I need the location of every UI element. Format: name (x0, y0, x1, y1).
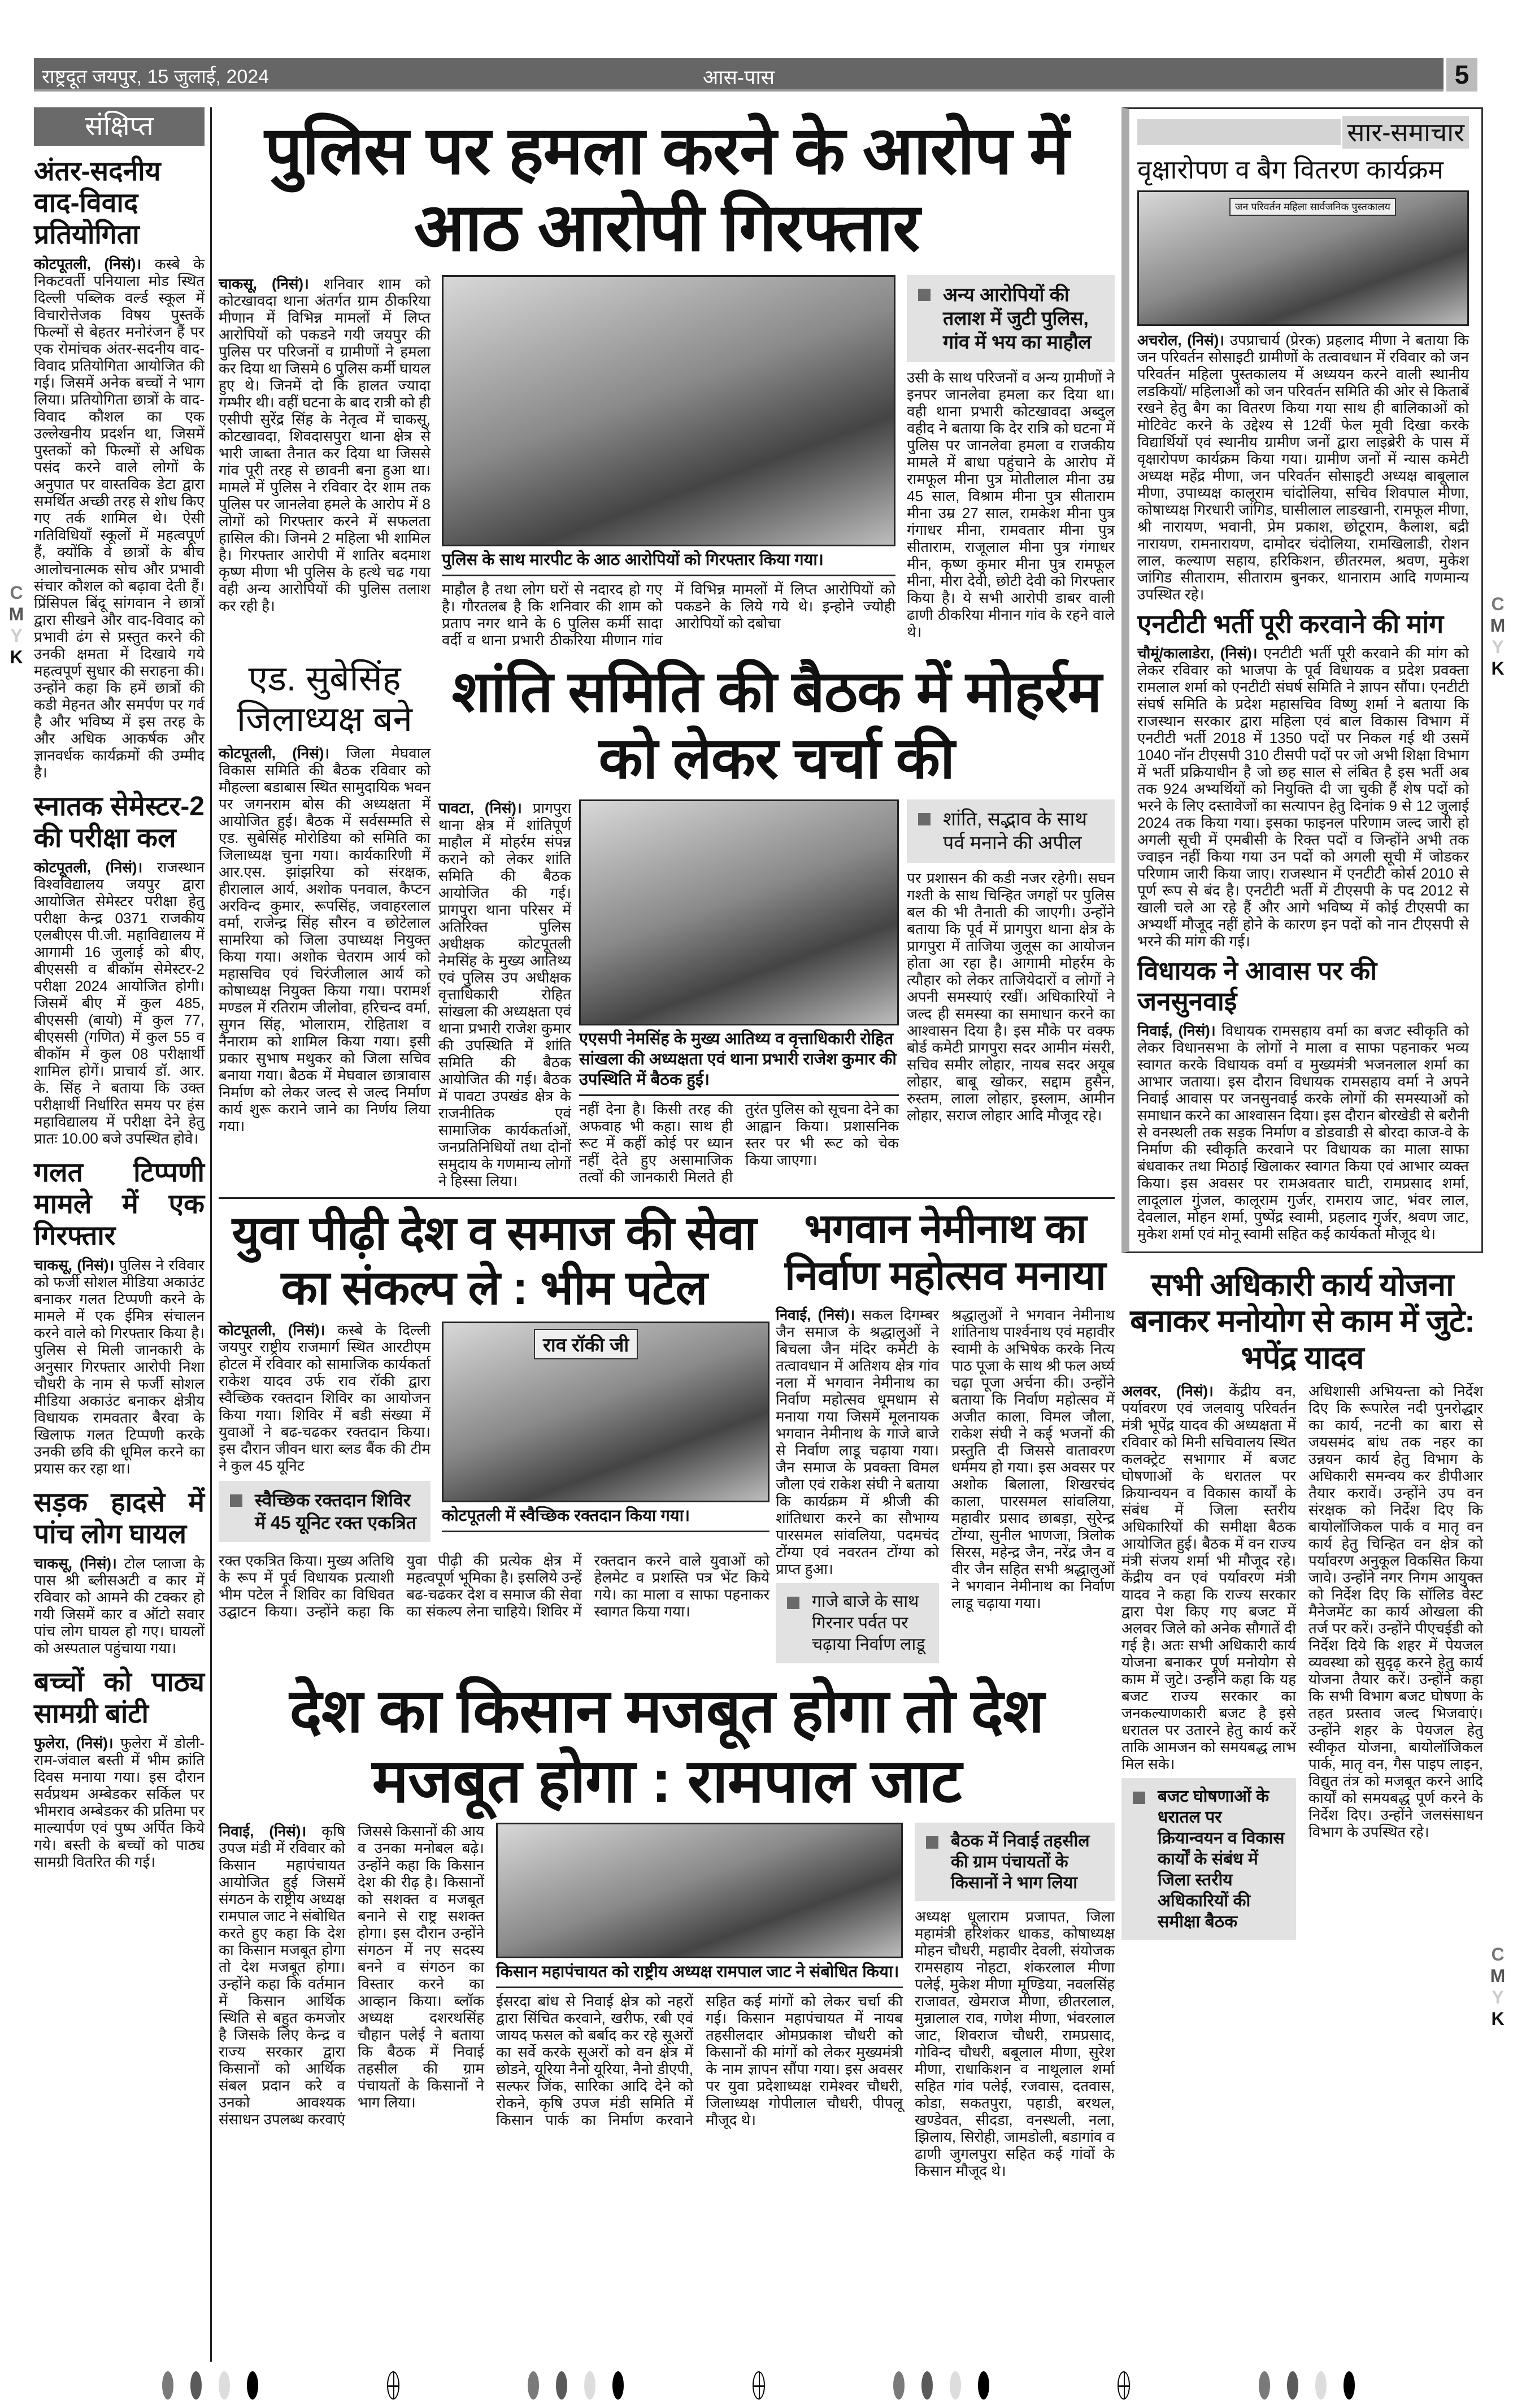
story4-caption: कोटपूतली में स्वैच्छिक रक्तदान किया गया। (442, 1502, 769, 1532)
ink-swatch (528, 2371, 539, 2400)
story4-highlight-box: स्वैच्छिक रक्तदान शिविर में 45 यूनिट रक्त एकत्रित (219, 1481, 431, 1542)
story4-headline: युवा पीढ़ी देश व समाज की सेवा का संकल्प ले : भीम पटेल (232, 1206, 756, 1314)
story3-highlight-box: शांति, सद्भाव के साथ पर्व मनाने की अपील (907, 799, 1115, 863)
ink-swatch (612, 2371, 624, 2400)
ink-swatch (950, 2371, 961, 2400)
page-number: 5 (1446, 58, 1477, 92)
photo-banner: जन परिवर्तन महिला सार्वजनिक पुस्तकालय (1229, 198, 1396, 216)
ink-swatch (978, 2371, 989, 2400)
right-column (1121, 107, 1483, 1940)
section-header (1137, 116, 1469, 149)
story1-headline: पुलिस पर हमला करने के आरोप में आठ आरोपी गिरफ्तार (264, 114, 1069, 265)
crosshair-mark (753, 2371, 765, 2400)
story6-caption: किसान महापंचायत को राष्ट्रीय अध्यक्ष रामपाल जाट ने संबोधित किया। (496, 1958, 903, 1988)
story5-box-text: श्रद्धालुओं ने भगवान नेमीनाथ शांतिनाथ पार्श्वनाथ एवं महावीर स्वामी के अभिषेक करके नित्य पाठ पूजा के साथ श्री फल अर्घ्य चढ़ा पूजा अर्चना की। उन्होंने बताया कि निर्वाण महोत्सव में अजीत काला, विमल जौला, राकेश संघी ने कई भजनों की प्रस्तुति दी जिससे वातावरण धर्ममय हो गया। इस अवसर पर अशोक बिलाला, शिखरचंद काला, पारसमल सांवलिया, महावीर प्रसाद छाबड़ा, सुरेन्द्र टोंग्या, सुनील भाणजा, त्रिलोक सिरस, महेन्द्र जैन, नरेंद्र जैन व वीर जैन सहित सभी श्रद्धालुओं ने भगवान नेमीनाथ का निर्वाण लाडू चढ़ाया गया। (951, 1306, 1115, 1611)
brief-heading: सड़क हादसे में पांच लोग घायल (34, 1488, 205, 1549)
story1-photo (442, 275, 895, 546)
right-text: चौमूं/कालाडेरा, (निसं)। एनटीटी भर्ती पूरी करवाने की मांग को लेकर रविवार को भाजपा के पूर्व विधायक व प्रदेश प्रवक्ता रामलाल शर्मा को एनटीटी संघर्ष समिति ने ज्ञापन सौंपा। एनटीटी संघर्ष समिति के प्रदेश महासचिव विष्णु शर्मा ने बताया कि राजस्थान सरकार द्वारा महिला एवं बाल विकास विभाग में एनटीटी भर्ती 2018 में 1350 पदों पर निकल गई थी उसमें 1040 नॉन टीएसपी 310 टीसपी पदों पर जो अभी शिक्षा विभाग में भर्ती प्रक्रियाधीन है जो छह साल से लंबित है इस भर्ती अब तक 924 अभ्यर्थियों को नियुक्ति दी जा चुकी हैं शेष पदों को भरने के लिए दस्तावेजों का सत्यापन हेतु दिनांक 9 से 12 जुलाई 2024 तक किया गया। इसका फाइनल परिणाम जल्द जारी हो अगली सूची में एमबीसी के रिक्त पदों व जिन्होंने अभी तक ज्वाइन नहीं किया गया उन पदों को अगली सूची में जोडकर परिणाम जारी किया जाए। राजस्थान में एनटीटी कोर्स 2010 से पूर्ण रूप से बंद है। एनटीटी भर्ती में टीएसपी के पद 2012 से खाली चले आ रहे हैं और आगे भविष्य में कोई टीएसपी का अभ्यर्थी मौजूद नहीं होने के कारण इन पदों को नान टीएसपी से भरने की मांग की गई। (1137, 645, 1469, 950)
brief-heading: गलत टिप्पणी मामले में एक गिरफ्तार (34, 1158, 205, 1251)
story5-highlight-box: गाजे बाजे के साथ गिरनार पर्वत पर चढ़ाया निर्वाण लाडू (776, 1583, 939, 1663)
section-divider (219, 1197, 1115, 1199)
ink-swatch (1315, 2371, 1327, 2400)
ink-swatch (247, 2371, 258, 2400)
right-text: निवाई, (निसं)। विधायक रामसहाय वर्मा का बजट स्वीकृति को लेकर विधानसभा के लोगों ने माला व साफा पहनाकर भव्य स्वागत करके विधायक वर्मा व मुख्यमंत्री भजनलाल शर्मा का आभार जताया। इस दौरान विधायक रामसहाय वर्मा ने अपने निवाई आवास पर जनसुनवाई करके लोगों की समस्याओं को समाधान करने का आश्वासन दिया। इस दौरान बोरखेडी से बरौनी से वनस्थली तक सड़क निर्माण व डोडवाडी से बोरदा काज-वे के निर्माण की स्वीकृति करवाने पर विधायक का माला साफा बंधवाकर तथा मिठाई खिलाकर स्वागत किया एवं आभार व्यक्त किया। इस अवसर पर रामअवतार घाटी, रामप्रसाद शर्मा, लादूलाल गुंजल, कालूराम गुर्जर, रामराय जाट, भंवर लाल, देवलाल, मोहन शर्मा, पुष्पेंद्र स्वामी, प्रहलाद गुर्जर, श्रवण जाट, मुकेश शर्मा एवं मोनू स्वामी सहित कई कार्यकर्ता मौजूद थे। (1137, 1022, 1469, 1242)
story1-caption: पुलिस के साथ मारपीट के आठ आरोपियों को गिरफ्तार किया गया। (442, 546, 895, 576)
story1-highlight-box: अन्य आरोपियों की तलाश में जुटी पुलिस, गांव में भय का माहौल (907, 275, 1115, 362)
story1-box-text: उसी के साथ परिजनों व अन्य ग्रामीणों ने इनपर जानलेवा हमला कर दिया था। वही थाना प्रभारी कोटखावदा अब्दुल वहीद ने बताया कि देर रात्रि को घटना में पुलिस पर जानलेवा हमला व राजकीय मामले में बाधा पहुंचाने के आरोप में रामफूल मीना पुत्र मोतीलाल मीना उम्र 45 साल, विश्राम मीना पुत्र सीताराम मीना उम्र 27 साल, रामकेश मीना पुत्र गंगाधर मीना, रामवतार मीना पुत्र सीताराम, राजूलाल मीना पुत्र गंगाधर मीन, कृष्ण कुमार मीना पुत्र रामफूल मीना, मीरा देवी, छोटी देवी को गिरफ्तार किया है। ये सभी आरोपी डाबर वाली ढाणी ठीकरिया मीनान गांव के रहने वाले थे। (907, 369, 1115, 641)
cmyk-mark: C M Y K (1490, 594, 1506, 679)
ink-swatch-group (162, 2371, 258, 2400)
ink-swatch (162, 2371, 173, 2400)
section-name: आस-पास (702, 66, 775, 89)
section-badge: सार-समाचार (1342, 116, 1469, 149)
edition-date: राष्ट्रदूत जयपुर, 15 जुलाई, 2024 (42, 66, 269, 88)
cmyk-mark: C M Y K (1490, 1944, 1506, 2029)
story1-bottom-text: माहौल है तथा लोग घरों से नदारद हो गए है। गौरतलब है कि शनिवार की शाम को प्रताप नगर थाने के 6 पुलिस कर्मी सादा वर्दी व थाना प्रभारी ठीकरिया मीणान गांव में विभिन्न मामलों में लिप्त आरोपियों को पकडने के लिये गये थे। इन्होने ज्योही आरोपियों को दबोचा (442, 581, 895, 649)
right-photo (1137, 190, 1469, 326)
page-header (34, 58, 1444, 92)
ink-swatch (190, 2371, 202, 2400)
ink-swatch-group (1259, 2371, 1355, 2400)
ink-swatch (1344, 2371, 1355, 2400)
brief-heading: स्नातक सेमेस्टर-2 की परीक्षा कल (34, 792, 205, 853)
brief-text: कोटपूतली, (निसं)। कस्बे के निकटवर्ती पनियाला मोड स्थित दिल्ली पब्लिक वर्ल्ड स्कूल में विचारोत्तेजक विषय पुस्तकें फिल्मों से बेहतर मनोरंजन हैं पर एक रोमांचक अंतर-सदनीय वाद-विवाद प्रतियोगिता आयोजित की गई। जिसमें अनेक बच्चों ने भाग लिया। प्रतियोगिता छात्रों के वाद-विवाद कौशल का एक उल्लेखनीय प्रदर्शन था, जिसमें पुस्तकों को फिल्मों से अधिक पसंद करने वाले लोगों के अनुपात पर वास्तविक डेटा द्वारा समर्थित अच्छी तरह से शोध किए गए तर्क शामिल थे। ऐसी गतिविधियाँ स्कूलों में महत्वपूर्ण हैं, क्योंकि वे छात्रों के बीच आलोचनात्मक सोच और प्रभावी संचार कौशल को बढ़ावा देती हैं। प्रिंसिपल बिंदू सांगवान ने छात्रों द्वारा सीखने और वाद-विवाद को प्रभावी ढंग से प्रस्तुत करने की उनकी क्षमता में दिखाये गये महत्वपूर्ण सुधार की सराहना की। उन्होंने कहा कि हमें छात्रों की कडी मेहनत और समर्पण पर गर्व है और भविष्य में इस तरह के और अधिक आकर्षक और ज्ञानवर्धक कार्यक्रमों की उम्मीद है। (34, 255, 205, 781)
ink-swatch (893, 2371, 905, 2400)
story7-headline: सभी अधिकारी कार्य योजना बनाकर मनोयोग से काम में जुटे: भपेंद्र यादव (1130, 1267, 1475, 1375)
story7-box-text: अधिशासी अभियन्ता को निर्देश दिए कि रूपारेल नदी पुनरोद्धार का कार्य, नटनी का बारा से जयसमंद बांध तक नहर का उन्नयन कार्य हेतु विभाग के अधिकारी समन्वय कर डीपीआर तैयार करावें। उन्होंने उप वन संरक्षक को निर्देश दिए कि बायोलॉजिकल पार्क व मातृ वन कार्य हेतु चिन्हित वन क्षेत्र को पर्यावरण अनुकूल विकसित किया जावे। उन्होंने नगर निगम आयुक्त को निर्देश दिए कि सॉलिड वेस्ट मैनेजमेंट का कार्य ओखला की तर्ज पर करें। उन्होंने पीएचईडी को निर्देश दिये कि शहर में पेयजल व्यवस्था को सुदृढ़ करने हेतु कार्य योजना तैयार करें। उन्होंने कहा कि सभी विभाग बजट घोषणा के तहत प्रस्ताव जल्द भिजवाएं। उन्होंने शहर के पेयजल हेतु स्वीकृत योजना, बायोलॉजिकल पार्क, मातृ वन, गैस पाइप लाइन, विद्युत तंत्र को मजबूत करने आदि कार्यों को समयबद्ध पूर्ण करने के निर्देश दिए। उन्होंने जलसंसाधन विभाग के उपस्थित रहे। (1308, 1383, 1483, 1841)
story4-photo (442, 1322, 769, 1502)
story6-photo (496, 1823, 903, 1958)
story3-text: पावटा, (निसं)। प्रागपुरा थाना क्षेत्र में शांतिपूर्ण माहौल में मोहर्रम संपन्न कराने को लेकर शांति समिति की बैठक आयोजित की गई। प्रागपुरा थाना परिसर में अतिरिक्त पुलिस अधीक्षक कोटपूतली नेमसिंह के मुख्य आतिथ्य एवं पुलिस उप अधीक्षक वृत्ताधिकारी रोहित सांखला की अध्यक्षता एवं थाना प्रभारी राजेश कुमार की उपस्थिति में शांति समिति की बैठक आयोजित की गई। बैठक में पावटा उपखंड क्षेत्र के राजनीतिक एवं सामाजिक कार्यकर्ताओं, जनप्रतिनिधियों तथा दोनों समुदाय के गणमान्य लोगों ने हिस्सा लिया। (438, 799, 571, 1189)
story7-highlight-box: बजट घोषणाओं के धरातल पर क्रियान्वयन व विकास कार्यों के संबंध में जिला स्तरीय अधिकारियों की समीक्षा बैठक (1121, 1778, 1296, 1940)
story4-bottom-text: रक्त एकत्रित किया। मुख्य अतिथि के रूप में पूर्व विधायक प्रत्याशी भीम पटेल ने शिविर का विधिवत उद्घाटन किया। उन्होंने कहा कि युवा पीढ़ी की प्रत्येक क्षेत्र में महत्वपूर्ण भूमिका है। इसलिये उन्हें बढ-चढकर देश व समाज की सेवा का संकल्प लेना चाहिये। शिविर में रक्तदान करने वाले युवाओं को हेलमेट व प्रशस्ति पत्र भेंट किये गये। का माला व साफा पहनाकर स्वागत किया गया। (219, 1552, 769, 1620)
story6-text: निवाई, (निसं)। कृषि उपज मंडी में रविवार को किसान महापंचायत आयोजित हुई जिसमें संगठन के राष्ट्रीय अध्यक्ष रामपाल जाट ने संबोधित करते हुए कहा कि देश का किसान मजबूत होगा तो देश मजबूत होगा। उन्होंने कहा कि वर्तमान में किसान आर्थिक स्थिति से बहुत कमजोर है जिसके लिए केन्द्र व राज्य सरकार द्वारा किसानों को आर्थिक संबल प्रदान करे व उनको आवश्यक संसाधन उपलब्ध करवाएं जिससे किसानों की आय व उनका मनोबल बढ़े। उन्होंने कहा कि किसान देश की रीढ़ है। किसानों को सशक्त व मजबूत बनाने से राष्ट्र सशक्त होगा। इस दौरान उन्होंने संगठन में नए सदस्य बनने व संगठन का विस्तार करने का आव्हान किया। ब्लॉक अध्यक्ष दशरथसिंह चौहान पलेई ने बताया कि बैठक में निवाई तहसील की ग्राम पंचायतों के किसानों ने भाग लिया। (219, 1822, 484, 2128)
registration-marks (34, 2368, 1483, 2402)
ink-swatch (556, 2371, 567, 2400)
story3-bottom-text: नहीं देना है। किसी तरह की अफवाह भी कहा। साथ ही रूट में कहीं कोई पर ध्यान नहीं देते हुए असामाजिक तत्वों की जानकारी मिलते ही तुरंत पुलिस को सूचना देने का आह्वान किया। प्रशासनिक स्तर पर भी रूट को चेक किया जाएगा। (579, 1100, 899, 1185)
right-heading: एनटीटी भर्ती पूरी करवाने की मांग (1137, 609, 1444, 638)
ink-swatch (1259, 2371, 1270, 2400)
ink-swatch (219, 2371, 230, 2400)
story3-headline: शांति समिति की बैठक में मोहर्रम को लेकर चर्चा की (451, 659, 1102, 790)
ink-swatch (921, 2371, 933, 2400)
brief-heading: बच्चों को पाठ्य सामग्री बांटी (34, 1667, 205, 1729)
story5-headline: भगवान नेमीनाथ का निर्वाण महोत्सव मनाया (785, 1206, 1106, 1298)
ink-swatch-group (528, 2371, 624, 2400)
brief-text: चाकसू, (निसं)। टोल प्लाजा के पास श्री ब्लीसअटी व कार में रविवार को आमने की टक्कर हो गयी जिसमें कार व ऑटो सवार पांच लोग घायल हो गए। घायलों को अस्पताल पहुंचाया गया। (34, 1555, 205, 1657)
right-heading: विधायक ने आवास पर की जनसुनवाई (1137, 956, 1377, 1016)
story7-text: अलवर, (निसं)। केंद्रीय वन, पर्यावरण एवं जलवायु परिवर्तन मंत्री भूपेंद्र यादव की अध्यक्षता में रविवार को मिनी सचिवालय स्थित कलक्ट्रेट सभागार में बजट घोषणाओं के धरातल पर क्रियान्वयन व विकास कार्यों के संबंध में जिला स्तरीय अधिकारियों की समीक्षा बैठक आयोजित हुई। बैठक में वन राज्य मंत्री संजय शर्मा भी मौजूद रहे। केंद्रीय वन एवं पर्यावरण मंत्री यादव ने कहा कि राज्य सरकार द्वारा पेश किए गए बजट में अलवर जिले को अनेक सौगातें दी गई है। अतः सभी अधिकारी कार्य योजना बनाकर पूर्ण मनोयोग से काम में जुटे। उन्होंने कहा कि यह बजट राज्य सरकार का जनकल्याणकारी बजट है इसे धरातल पर उतारने हेतु कार्य करें ताकि आमजन को समयबद्ध लाभ मिल सके। (1121, 1383, 1296, 1773)
story4-text: कोटपूतली, (निसं)। कस्बे के दिल्ली जयपुर राष्ट्रीय राजमार्ग स्थित आरटीएम होटल में रविवार को सामाजिक कार्यकर्ता राकेश यादव उर्फ राव रॉकी द्वारा स्वैच्छिक रक्तदान शिविर का आयोजन किया गया। शिविर में बडी संख्या में युवाओं ने बढ-चढकर रक्तदान किया। इस दौरान जीवन धारा ब्लड बैंक की टीम ने कुल 45 यूनिट (219, 1322, 431, 1475)
brief-text: कोटपूतली, (निसं)। राजस्थान विश्वविद्यालय जयपुर द्वारा आयोजित सेमेस्टर परीक्षा हेतु परीक्षा केन्द्र 0371 राजकीय एलबीएस पी.जी. महाविद्यालय में आगामी 16 जुलाई को बीए, बीएससी व बीकॉम सेमेस्टर-2 परीक्षा 2024 आयोजित होगी। जिसमें बीए में कुल 485, बीएससी (बायो) में कुल 77, बीएससी (गणित) में कुल 55 व बीकॉम में कुल 08 परीक्षार्थी शामिल होगें। प्राचार्य डॉ. आर. के. सिंह ने बताया कि उक्त परीक्षार्थी निर्धारित समय पर हंस महाविद्यालय में परीक्षा देने हेतु प्रातः 10.00 बजे उपस्थित होवे। (34, 859, 205, 1147)
center-column (219, 107, 1115, 2179)
story5-text: निवाई, (निसं)। सकल दिगम्बर जैन समाज के श्रद्धालुओं ने बिचला जैन मंदिर कमेटी के तत्वावधान में अतिशय क्षेत्र गांव नला में भगवान नेमीनाथ का निर्वाण महोत्सव धूमधाम से मनाया गया जिसमें मूलनायक भगवान नेमीनाथ के गाजे बाजे से निर्वाण लाडू चढ़ाया गया। जैन समाज के प्रवक्ता विमल जौला एवं राकेश संघी ने बताया कि कार्यक्रम में श्रीजी की शांतिधारा करने का सौभाग्य पारसमल सांवलिया, पदमचंद टोंग्या एवं नवरतन टोंग्या को प्राप्त हुआ। (776, 1306, 939, 1577)
story3-box-text: पर प्रशासन की कडी नजर रहेगी। सघन गश्ती के साथ चिन्हित जगहों पर पुलिस बल की भी तैनाती की जाएगी। उन्होंने बताया कि पूर्व में प्रागपुरा थाना क्षेत्र के प्रागपुरा में ताजिया जुलूस का आयोजन होता आ रहा है। आगामी मोहर्रम के त्यौहार को लेकर ताजियेदारों व लोगों ने अपनी समस्याएं रखीं। अधिकारियों ने जल्द ही समस्या का समाधान करने का आश्वासन दिया है। इस मौके पर वक्फ बोर्ड कमेटी प्रागपुरा सदर आमीन मंसरी, सचिव समीर लोहार, नायब सदर अयूब लोहार, बाबू खोकर, सद्दाम हुसैन, रुस्तम, लाला लोहार, इस्लाम, आमीन लोहार, सराज लोहार आदि मौजूद रहे। (907, 869, 1115, 1124)
ink-swatch (1287, 2371, 1298, 2400)
right-heading: वृक्षारोपण व बैग वितरण कार्यक्रम (1137, 155, 1444, 184)
brief-text: फुलेरा, (निसं)। फुलेरा में डोली-राम-जंवाल बस्ती में भीम क्रांति दिवस मनाया गया। इस दौरान सर्वप्रथम अम्बेडकर सर्किल पर भीमराव अम्बेडकर की प्रतिमा पर माल्यार्पण एवं पुष्प अर्पित किये गये। बस्ती के बच्चों को पाठ्य सामग्री वितरित की गई। (34, 1735, 205, 1870)
brief-badge: संक्षिप्त (34, 107, 205, 146)
crosshair-mark (387, 2371, 399, 2400)
crosshair-mark (1118, 2371, 1130, 2400)
news-summary-box (1121, 107, 1483, 1253)
brief-text: चाकसू, (निसं)। पुलिस ने रविवार को फर्जी सोशल मीडिया अकाउंट बनाकर गलत टिप्पणी करने के मामले में एक ईमित्र संचालन करने वाले को गिरफ्तार किया है। पुलिस से मिली जानकारी के अनुसार गिरफ्तार आरोपी निशा चौधरी के नाम से फर्जी सोशल मीडिया अकाउंट बनाकर क्षेत्रीय विधायक रामवतार बैरवा के खिलाफ गलत टिप्पणी करके उनकी छवि की धूमिल करने का प्रयास कर रहा था। (34, 1257, 205, 1477)
brief-column (34, 107, 212, 2362)
ink-swatch (584, 2371, 595, 2400)
story1-text: चाकसू, (निसं)। शनिवार शाम को कोटखावदा थाना अंतर्गत ग्राम ठीकरिया मीणान में विभिन्न मामलों में लिप्त आरोपियों को पकडने गयी जयपुर की पुलिस पर परिजनों व ग्रामीणों ने हमला कर दिया था जिसमे 6 पुलिस कर्मी घायल हुए थे। जिनमें दो कि हालत ज्यादा गम्भीर थी। वहीं घटना के बाद रात्री को ही एसीपी सुरेंद्र सिंह के नेतृत्व में चाकसू, कोटखावदा, शिवदासपुरा थाना क्षेत्र से भारी जाब्ता तैनात कर दिया था जिससे गांव पूरी तरह से छावनी बना हुआ था। मामले में पुलिस ने रविवार देर शाम तक पुलिस पर जानलेवा हमले के आरोप में 8 लोगों को गिरफ्तार करने में सफलता हासिल की। जिनमे 2 महिला भी शामिल है। गिरफ्तार आरोपी में शातिर बदमाश कृष्ण मीणा भी पुलिस के हत्थे चढ गया वही अन्य आरोपियों की पुलिस तलाश कर रही है। (219, 275, 431, 615)
brief-heading: अंतर-सदनीय वाद-विवाद प्रतियोगिता (34, 157, 161, 250)
photo-banner: राव रॉकी जी (534, 1329, 638, 1359)
story6-bottom-text: ईसरदा बांध से निवाई क्षेत्र को नहरों द्वारा सिंचित करवाने, खरीफ, रबी एवं जायद फसल को बर्बाद कर रहे सूअरों का सर्वे करके सूअरों को वन क्षेत्र में छोडने, यूरिया नैनो यूरिया, नैनो डीएपी, सल्फर जिंक, सारिका आदि देने को रोकने, कृषि उपज मंडी समिति में किसान पार्क का निर्माण करवाने सहित कई मांगों को लेकर चर्चा की गई। किसान महापंचायत में नायब तहसीलदार ओमप्रकाश चौधरी को किसानों की मांगों को लेकर मुख्यमंत्री के नाम ज्ञापन सौंपा गया। इस अवसर पर युवा प्रदेशाध्यक्ष रामेश्वर चौधरी, जिलाध्यक्ष गोपीलाल चौधरी, पीपलू मौजूद थे। (496, 1992, 903, 2128)
story6-headline: देश का किसान मजबूत होगा तो देश मजबूत होगा : रामपाल जाट (289, 1676, 1044, 1815)
right-text: अचरोल, (निसं)। उपप्राचार्य (प्रेरक) प्रहलाद मीणा ने बताया कि जन परिवर्तन सोसाइटी ग्रामीणों के तत्वावधान में रविवार को जन परिवर्तन महिला पुस्तकालय में अध्ययन करने वाली स्थानीय लडकियों/ महिलाओं को जन परिवर्तन समिति की ओर से किताबें रखने हेतु बैग का वितरण किया गया साथ ही बालिकाओं को मोटिवेट करने के उद्देश्य से 12वीं फेल मूवी दिखा करके विद्यार्थियों एवं स्थानीय ग्रामीण जनों द्वारा लाइब्रेरी के पास में वृक्षारोपण कार्यक्रम किया गया। ग्रामीण जनों में न्यास कमेटी अध्यक्ष महेंद्र मीणा, जन परिवर्तन सोसाइटी अध्यक्ष बाबूलाल मीणा, उपाध्यक्ष कालूराम चांदोलिया, सचिव शिवपाल मीणा, कोषाध्यक्ष गिरधारी जांगिड, घासीलाल लाडखानी, रामफूल मीणा, श्री नारायण, भवानी, प्रेम प्रकाश, छोटूराम, कैलाश, बद्री नारायण, रामनारायण, दामोदर चंदोलिया, रामखिलाडी, रोशन लाल, कल्याण सहाय, हरिकिशन, छीतरमल, श्रवण, मुकेश जांगिड सीताराम, सीताराम बुनकर, थानाराम आदि गणमान्य उपस्थित रहे। (1137, 332, 1469, 603)
cmyk-mark: C M Y K (8, 583, 24, 667)
story6-box-text: अध्यक्ष धूलाराम प्रजापत, जिला महामंत्री हरिशंकर धाकड, कोषाध्यक्ष मोहन चौधरी, महावीर देवली, संयोजक रामसहाय नोहटा, शंकरलाल मीणा पलेई, मुकेश मीणा मूण्डिया, नवलसिंह राजावत, खेमराज मीणा, छीतरलाल, मुन्नालाल राव, गणेश मीणा, भंवरलाल जाट, शिवराज चौधरी, रामप्रसाद, गोविन्द चौधरी, बबूलाल मीणा, सुरेश मीणा, राधाकिशन व नाथूलाल शर्मा सहित गांव पलेई, रजवास, दतवास, कोडा, सकतपुरा, पहाडी, बरथल, खण्डेवत, सीदडा, वनस्थली, नला, झिलाय, सिरोही, जामडोली, बडागांव व ढाणी जुगलपुरा सहित कई गांवों के किसान मौजूद थे। (915, 1907, 1115, 2179)
story2-headline: एड. सुबेसिंह जिलाध्यक्ष बने (237, 659, 412, 740)
story3-photo (579, 799, 899, 1025)
ink-swatch-group (893, 2371, 989, 2400)
story6-highlight-box: बैठक में निवाई तहसील की ग्राम पंचायतों के किसानों ने भाग लिया (915, 1823, 1115, 1901)
story2-text: कोटपूतली, (निसं)। जिला मेघवाल विकास समिति की बैठक रविवार को मौहल्ला बडाबास स्थित सामुदायिक भवन पर जगनराम बोस की अध्यक्षता में आयोजित हुई। बैठक में सर्वसम्मति से एड. सुबेसिंह मोरोडिया को समिति का जिलाध्यक्ष चुना गया। कार्यकारिणी में आर.एस. झांझरिया को संरक्षक, हीरालाल आर्य, अशोक पनवाल, कैप्टन अरविन्द कुमार, रूपसिंह, जवाहरलाल वर्मा, राजेन्द्र सिंह सौरन व छोटेलाल सामरिया को जिला उपाध्यक्ष नियुक्त किया गया। अशोक चेतराम आर्य को महासचिव एवं चिरंजीलाल आर्य को कोषाध्यक्ष नियुक्त किया गया। परामर्श मण्डल में रतिराम जीलोवा, हरिचन्द वर्मा, सुगन सिंह, भोलाराम, रोहिताश व नैनाराम को शामिल किया गया। इसी प्रकार सुभाष मथुकर को जिला सचिव बनाया गया। बैठक में मेघवाल छात्रावास निर्माण को लेकर जल्द से जल्द निर्माण कार्य शुरू कराने जाने का निर्णय लिया गया। (219, 745, 431, 1135)
story3-caption: एएसपी नेमसिंह के मुख्य आतिथ्य व वृत्ताधिकारी रोहित सांखला की अध्यक्षता एवं थाना प्रभारी राजेश कुमार की उपस्थिति में बैठक हुई। (579, 1025, 899, 1096)
